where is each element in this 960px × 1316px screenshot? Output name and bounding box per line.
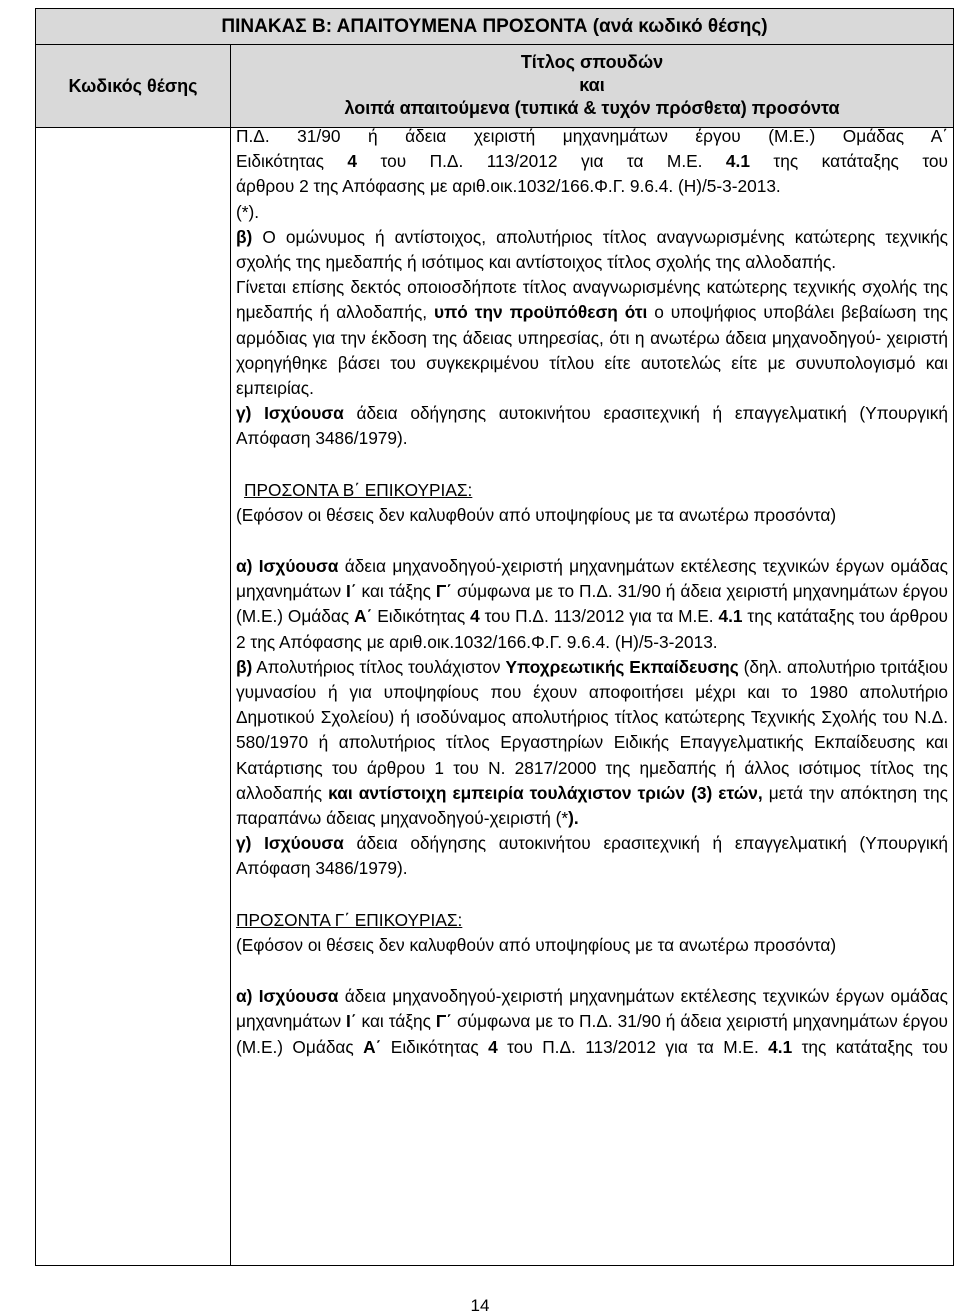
paragraph-g: γ) Ισχύουσα άδεια οδήγησης αυτοκινήτου ερασιτεχνική ή επαγγελματική (Υπουργική Απόφαση 3486/1979). — [236, 403, 948, 449]
table-title: ΠΙΝΑΚΑΣ Β: ΑΠΑΙΤΟΥΜΕΝΑ ΠΡΟΣΟΝΤΑ (ανά κωδικό θέσης) — [36, 9, 953, 45]
header-title-line-1: Τίτλος σπουδών — [520, 52, 664, 72]
header-title-line-2: και — [579, 75, 605, 95]
paragraph-b: β) Απολυτήριος τίτλος τουλάχιστον Υποχρεωτικής Εκπαίδευσης (δηλ. απολυτήριο τριτάξιου γυμνασίου ή για υποψηφίους που έχουν αποφοιτήσει μέχρι και το 1980 απολυτήριο Δημοτικού Σχολείου) ή ισοδύναμος απολυτήριος τίτλος κατώτερης Τεχνικής Σχολής του Ν.Δ. 580/1970 ή απολυτήριος τίτλος Εργαστηρίων Ειδικής Επαγγελματικής Εκπαίδευσης και Κατάρτισης του άρθρου 1 του Ν. 2817/2000 της ημεδαπής ή άλλος ισότιμος τίτλος της αλλοδαπής και αντίστοιχη εμπειρία τουλάχιστον τριών (3) ετών, μετά την απόκτηση της παραπάνω άδειας μηχανοδηγού-χειριστή (*). — [236, 656, 948, 829]
text-line: Π.Δ. 31/90 ή άδεια χειριστή μηχανημάτων έργου (Μ.Ε.) Ομάδας Α΄ — [236, 126, 948, 146]
section-heading-c-auxiliary: ΠΡΟΣΟΝΤΑ Γ΄ ΕΠΙΚΟΥΡΙΑΣ: — [236, 909, 463, 930]
text-line: άρθρου 2 της Απόφασης με αριθ.οικ.1032/166.Φ.Γ. 9.6.4. (Η)/5-3-2013. — [236, 176, 781, 197]
text-line: (*). — [236, 201, 260, 222]
column-divider — [230, 127, 231, 1266]
header-code-column: Κωδικός θέσης — [36, 45, 231, 127]
section-heading-b-auxiliary: ΠΡΟΣΟΝΤΑ Β΄ ΕΠΙΚΟΥΡΙΑΣ: — [244, 479, 473, 500]
header-title-line-3: λοιπά απαιτούμενα (τυπικά & τυχόν πρόσθετα) προσόντα — [344, 98, 840, 118]
page-number: 14 — [470, 1296, 490, 1315]
paragraph-a: α) Ισχύουσα άδεια μηχανοδηγού-χειριστή μηχανημάτων εκτέλεσης τεχνικών έργων ομάδας μηχανημάτων Ι΄ και τάξης Γ΄ σύμφωνα με το Π.Δ. 31/90 ή άδεια χειριστή μηχανημάτων έργου (Μ.Ε.) Ομάδας Α΄ Ειδικότητας 4 του Π.Δ. 113/2012 για τα Μ.Ε. 4.1 της κατάταξης του άρθρου 2 της Απόφασης με αριθ.οικ.1032/166.Φ.Γ. 9.6.4. (Η)/5-3-2013. — [236, 556, 949, 652]
text-line: Ειδικότητας 4 του Π.Δ. 113/2012 για τα Μ.Ε. 4.1 της κατάταξης του — [236, 151, 948, 172]
section-note: (Εφόσον οι θέσεις δεν καλυφθούν από υποψηφίους με τα ανωτέρω προσόντα) — [236, 934, 837, 955]
table-header-row — [36, 45, 953, 128]
paragraph-accepted-titles: Γίνεται επίσης δεκτός οποιοσδήποτε τίτλος αναγνωρισμένης κατώτερης τεχνικής σχολής της ημεδαπής ή αλλοδαπής, υπό την προϋπόθεση ότι ο υποψήφιος υποβάλει βεβαίωση της αρμόδιας για την έκδοση της άδειας υπηρεσίας, ότι η ανωτέρω άδεια μηχανοδηγού- χειριστή χορηγήθηκε βάσει του συγκεκριμένου τίτλου είτε αυτοτελώς είτε με συνυπολογισμό και εμπειρίας. — [236, 277, 949, 399]
paragraph-a: α) Ισχύουσα άδεια μηχανοδηγού-χειριστή μηχανημάτων εκτέλεσης τεχνικών έργων ομάδας μηχανημάτων Ι΄ και τάξης Γ΄ σύμφωνα με το Π.Δ. 31/90 ή άδεια χειριστή μηχανημάτων έργου (Μ.Ε.) Ομάδας Α΄ Ειδικότητας 4 του Π.Δ. 113/2012 για τα Μ.Ε. 4.1 της κατάταξης του — [236, 986, 949, 1057]
paragraph-b: β) Ο ομώνυμος ή αντίστοιχος, απολυτήριος τίτλος αναγνωρισμένης κατώτερης τεχνικής σχολής της ημεδαπής ή ισότιμος και αντίστοιχος τίτλος σχολής της αλλοδαπής. — [236, 226, 948, 273]
qualifications-cell — [236, 124, 948, 1060]
header-title-column — [231, 51, 953, 120]
section-note: (Εφόσον οι θέσεις δεν καλυφθούν από υποψηφίους με τα ανωτέρω προσόντα) — [236, 504, 837, 525]
paragraph-g: γ) Ισχύουσα άδεια οδήγησης αυτοκινήτου ερασιτεχνική ή επαγγελματική (Υπουργική Απόφαση 3486/1979). — [236, 833, 948, 879]
